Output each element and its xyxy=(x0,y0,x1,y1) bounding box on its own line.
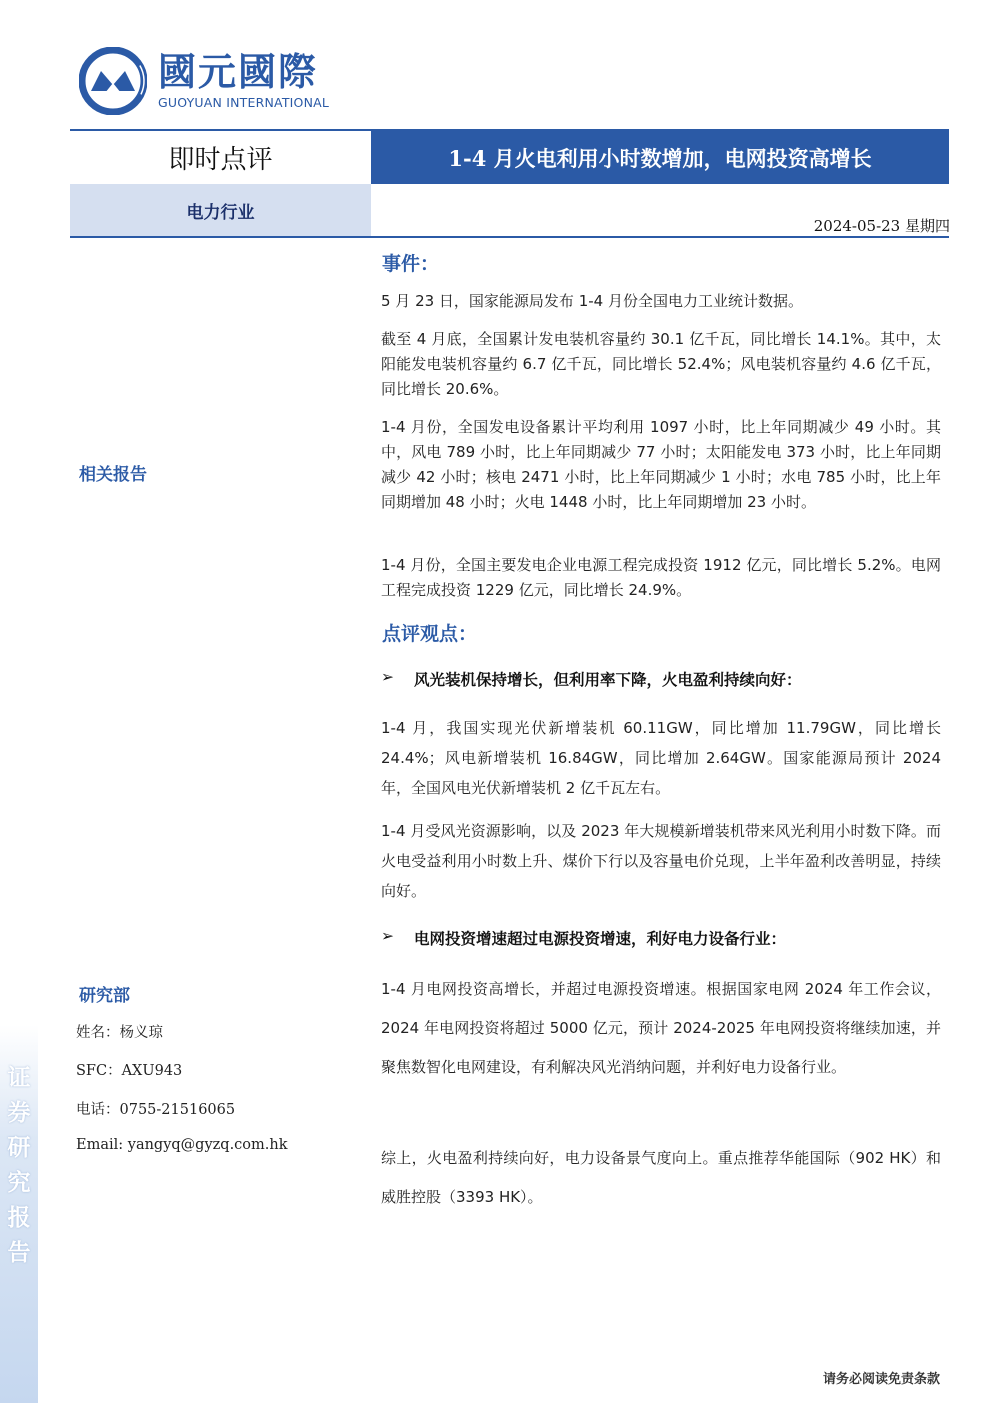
event-paragraph: 5 月 23 日，国家能源局发布 1-4 月份全国电力工业统计数据。 xyxy=(381,292,803,310)
brand-name-en: GUOYUAN INTERNATIONAL xyxy=(158,95,330,110)
point-title: 电网投资增速超过电源投资增速，利好电力设备行业： xyxy=(414,930,787,948)
analyst-sfc: SFC：AXU943 xyxy=(76,1063,183,1079)
report-title: 1-4 月火电利用小时数增加，电网投资高增长 xyxy=(371,131,949,184)
comment-point-1 xyxy=(381,668,802,690)
header-bottom-rule xyxy=(70,236,949,238)
related-reports-heading: 相关报告 xyxy=(79,465,147,485)
point-paragraph: 1-4 月，我国实现光伏新增装机 60.11GW，同比增加 11.79GW，同比增长 24.4%；风电新增装机 16.84GW，同比增加 2.64GW。国家能源局预计 2024 年，全国风电光伏新增装机 2 亿千瓦左右。 xyxy=(381,719,941,797)
event-paragraph: 截至 4 月底，全国累计发电装机容量约 30.1 亿千瓦，同比增长 14.1%。其中，太阳能发电装机容量约 6.7 亿千瓦，同比增长 52.4%；风电装机容量约 4.6 亿千瓦，同比增长 20.6%。 xyxy=(381,330,941,398)
arrow-bullet-icon: ➢ xyxy=(381,927,394,945)
industry-label: 电力行业 xyxy=(70,184,371,236)
brand-name-cn: 國元國際 xyxy=(158,49,319,94)
point-paragraph: 1-4 月受风光资源影响，以及 2023 年大规模新增装机带来风光利用小时数下降。而火电受益利用小时数上升、煤价下行以及容量电价兑现，上半年盈利改善明显，持续向好。 xyxy=(381,822,941,900)
event-paragraph: 1-4 月份，全国发电设备累计平均利用 1097 小时，比上年同期减少 49 小时。其中，风电 789 小时，比上年同期减少 77 小时；太阳能发电 373 小时，比上年同期减少 42 小时；核电 2471 小时，比上年同期减少 1 小时；水电 785 小时，比上年同期增加 48 小时；火电 1448 小时，比上年同期增加 23 小时。 xyxy=(381,418,941,511)
arrow-bullet-icon: ➢ xyxy=(381,668,394,686)
conclusion-paragraph: 综上，火电盈利持续向好，电力设备景气度向上。重点推荐华能国际（902 HK）和威胜控股（3393 HK）。 xyxy=(381,1149,941,1206)
analyst-phone: 电话：0755-21516065 xyxy=(76,1102,236,1118)
comment-heading: 点评观点： xyxy=(382,623,478,645)
analyst-name: 姓名：杨义琼 xyxy=(76,1025,163,1041)
report-type: 即时点评 xyxy=(168,145,273,175)
guoyuan-logo-icon xyxy=(79,47,147,115)
point-paragraph: 1-4 月电网投资高增长，并超过电源投资增速。根据国家电网 2024 年工作会议，2024 年电网投资将超过 5000 亿元，预计 2024-2025 年电网投资将继续加速，并聚焦数智化电网建设，有利解决风光消纳问题，并利好电力设备行业。 xyxy=(381,980,941,1076)
event-heading: 事件： xyxy=(382,253,440,275)
event-paragraph: 1-4 月份，全国主要发电企业电源工程完成投资 1912 亿元，同比增长 5.2%。电网工程完成投资 1229 亿元，同比增长 24.9%。 xyxy=(381,556,941,599)
report-date: 2024-05-23 星期四 xyxy=(813,217,950,235)
vertical-report-label: 证券研究报告 xyxy=(7,1064,31,1266)
disclaimer-link[interactable]: 请务必阅读免责条款 xyxy=(822,1372,940,1387)
comment-point-2 xyxy=(381,927,786,949)
analyst-email[interactable]: Email: yangyq@gyzq.com.hk xyxy=(76,1137,288,1153)
research-dept-heading: 研究部 xyxy=(79,986,130,1006)
point-title: 风光装机保持增长，但利用率下降，火电盈利持续向好： xyxy=(414,671,802,689)
